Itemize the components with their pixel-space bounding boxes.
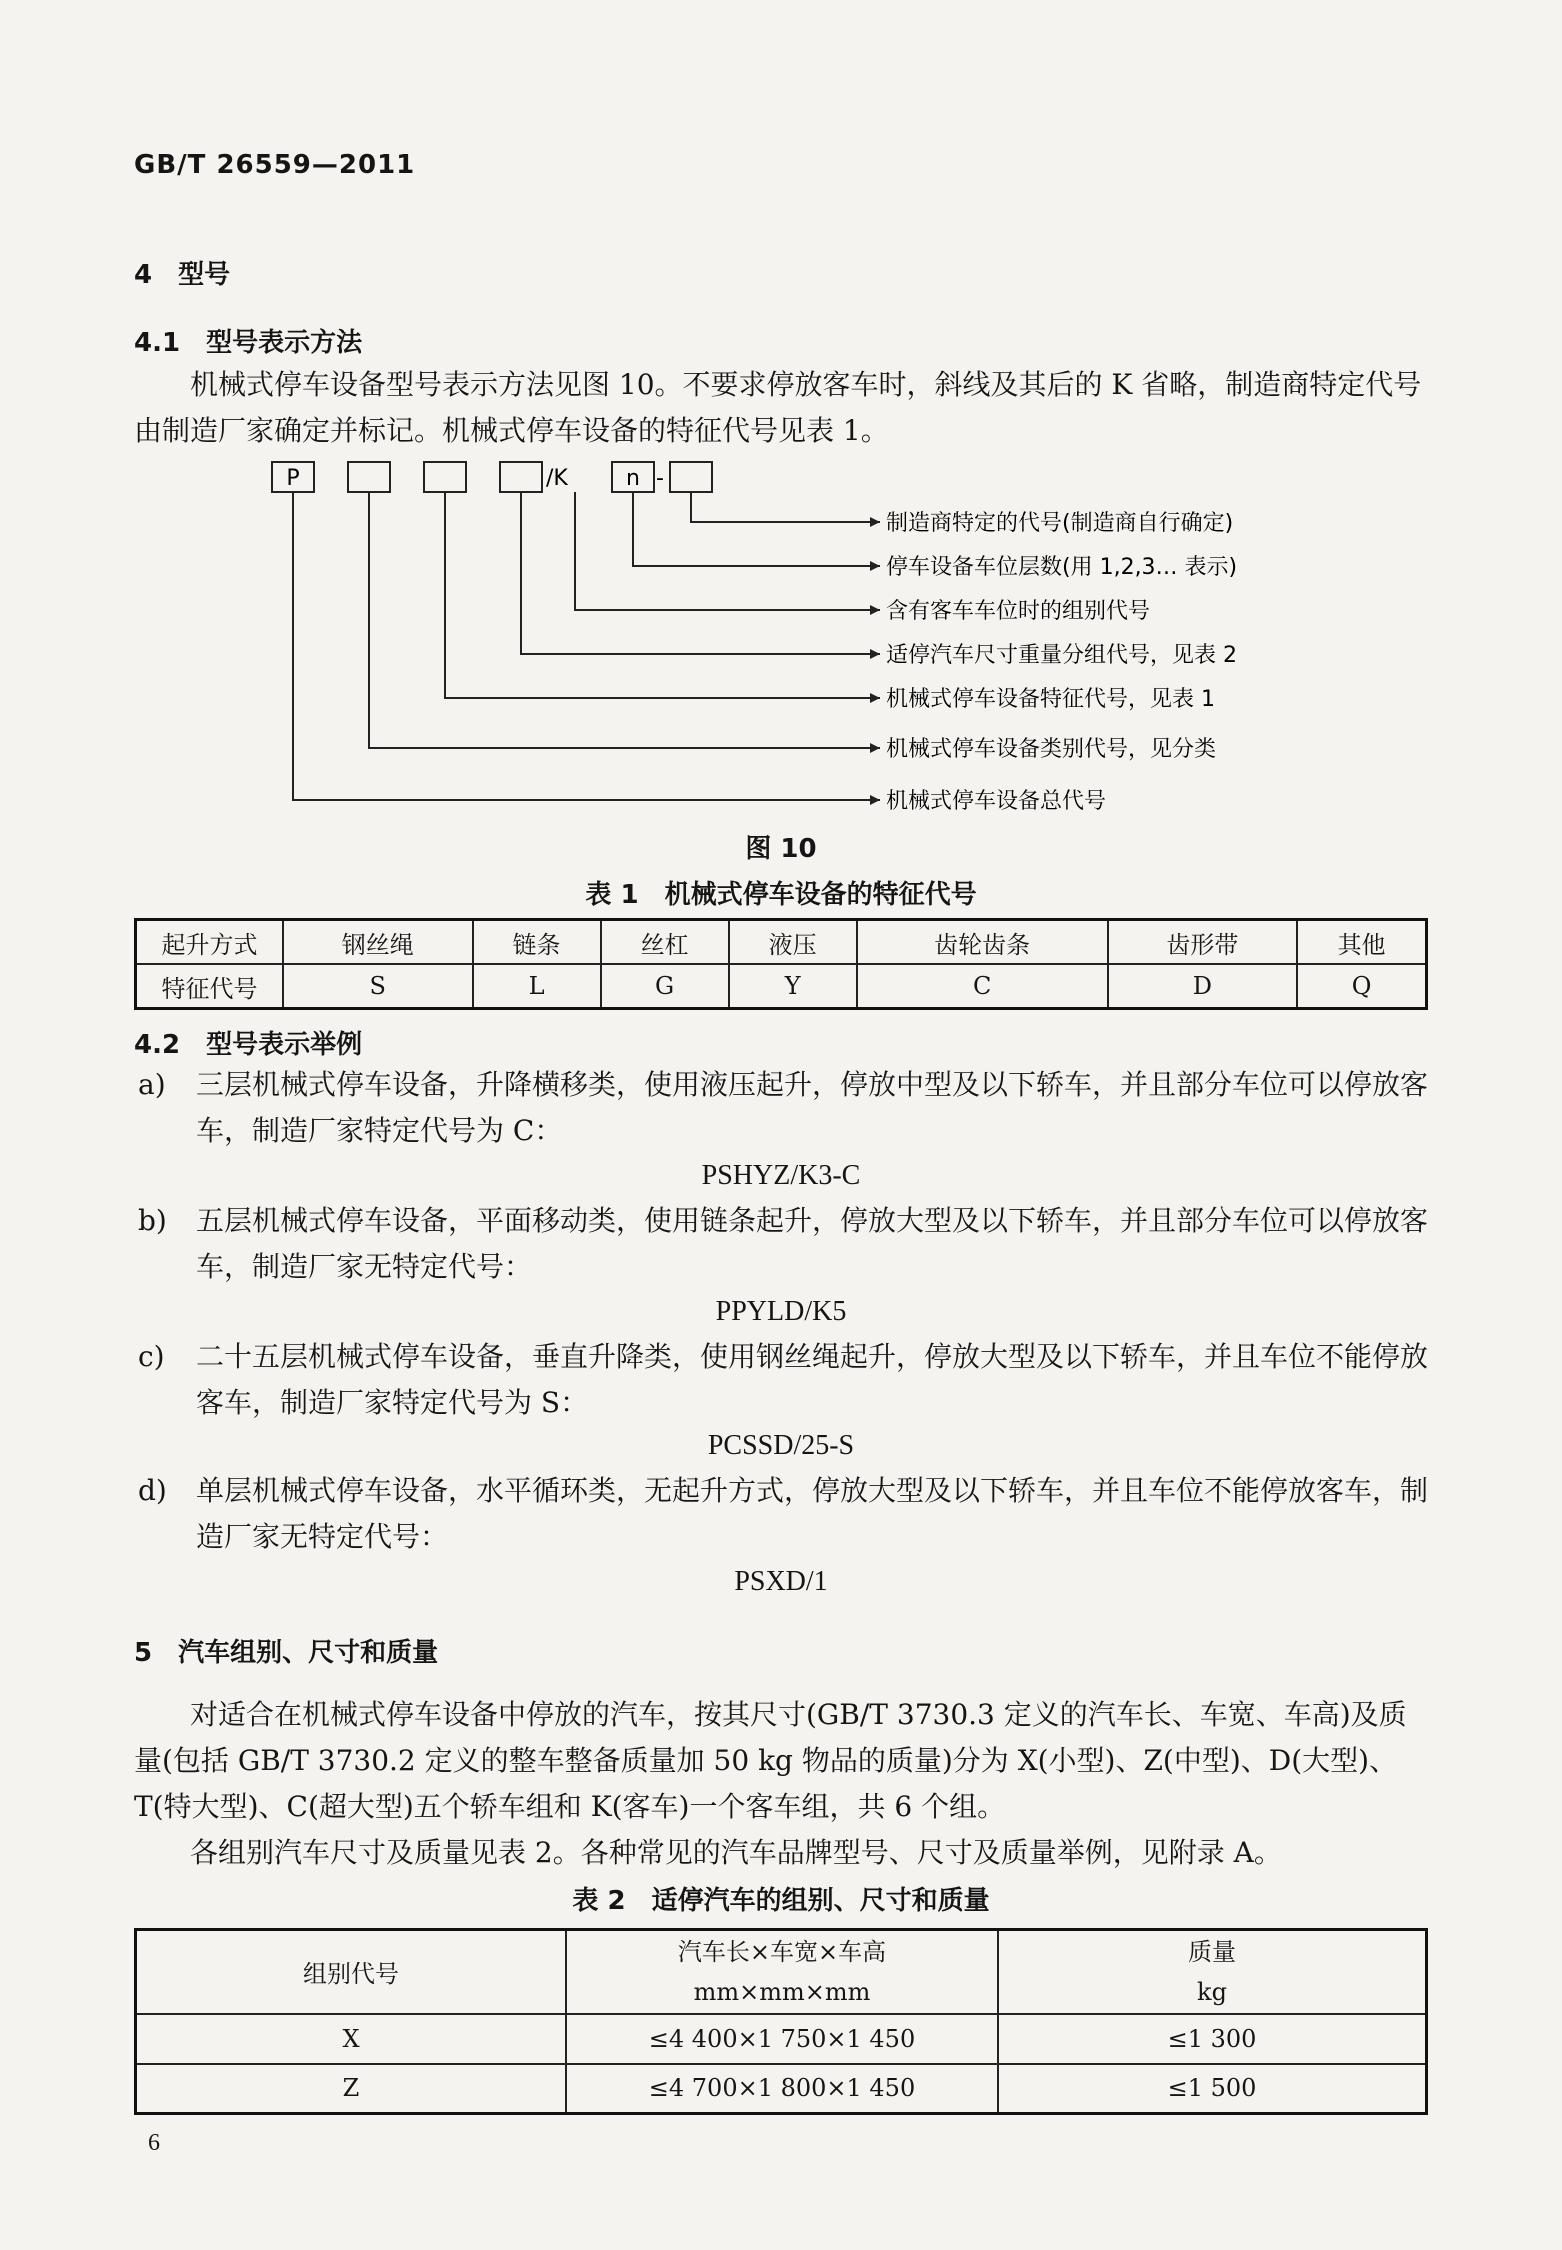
table-cell: D	[1108, 964, 1298, 1009]
box-category	[348, 462, 390, 492]
label-general-code: 机械式停车设备总代号	[886, 789, 1107, 814]
table-cell: 起升方式	[136, 920, 284, 965]
table-header-row	[136, 1930, 1427, 2014]
item-text: 五层机械式停车设备，平面移动类，使用链条起升，停放大型及以下轿车，并且部分车位可以停放客车，制造厂家无特定代号：	[196, 1204, 1429, 1283]
header-unit: kg	[1197, 1977, 1227, 2006]
label-maker-code: 制造商特定的代号(制造商自行确定)	[886, 511, 1234, 536]
header-line: 质量	[1188, 1937, 1236, 1966]
box-p-text: P	[286, 466, 300, 491]
model-code-a: PSHYZ/K3-C	[701, 1160, 861, 1191]
item-text: 二十五层机械式停车设备，垂直升降类，使用钢丝绳起升，停放大型及以下轿车，并且车位不能停放客车，制造厂家特定代号为 S：	[196, 1340, 1429, 1419]
table-cell: ≤1 300	[998, 2014, 1427, 2064]
section-number: 4.2	[134, 1030, 181, 1060]
paragraph-4-1: 机械式停车设备型号表示方法见图 10。不要求停放客车时，斜线及其后的 K 省略，制造商特定代号由制造厂家确定并标记。机械式停车设备的特征代号见表 1。	[134, 368, 1422, 447]
example-item-d	[138, 1468, 1429, 1560]
table-cell: 链条	[473, 920, 601, 965]
label-size-group: 适停汽车尺寸重量分组代号，见表 2	[886, 643, 1237, 668]
model-notation-diagram	[0, 0, 1562, 830]
item-label: a)	[138, 1068, 166, 1101]
table-cell: ≤4 400×1 750×1 450	[566, 2014, 998, 2064]
table-cell: 齿轮齿条	[857, 920, 1108, 965]
label-bus-group: 含有客车车位时的组别代号	[886, 599, 1151, 624]
section-title: 型号	[178, 260, 231, 290]
example-item-b	[138, 1198, 1429, 1290]
feature-code-table	[134, 918, 1428, 1010]
table-cell: 其他	[1297, 920, 1426, 965]
label-category-code: 机械式停车设备类别代号，见分类	[886, 737, 1217, 762]
paragraph-5-1: 对适合在机械式停车设备中停放的汽车，按其尺寸(GB/T 3730.3 定义的汽车长、车宽、车高)及质量(包括 GB/T 3730.2 定义的整车整备质量加 50 kg 物品的质量)分为 X(小型)、Z(中型)、D(大型)、T(特大型)、C(超大型)五个轿车组和 K(客车)一个客车组，共 6 个组。	[134, 1698, 1407, 1823]
example-item-a	[138, 1062, 1429, 1154]
table-cell: 齿形带	[1108, 920, 1298, 965]
section-number: 4.1	[134, 328, 181, 358]
table-row	[136, 964, 1427, 1009]
section-4-2-heading	[134, 1024, 362, 1061]
model-code-c: PCSSD/25-S	[707, 1430, 855, 1461]
item-text: 三层机械式停车设备，升降横移类，使用液压起升，停放中型及以下轿车，并且部分车位可以停放客车，制造厂家特定代号为 C：	[196, 1068, 1429, 1147]
section-number: 5	[134, 1638, 153, 1668]
item-label: c)	[138, 1340, 165, 1373]
table-cell: L	[473, 964, 601, 1009]
table-2-caption: 表 2 适停汽车的组别、尺寸和质量	[572, 1886, 990, 1916]
table-1-caption: 表 1 机械式停车设备的特征代号	[585, 880, 977, 910]
table-cell: 丝杠	[601, 920, 729, 965]
column-header-size	[566, 1930, 998, 2014]
paragraph-5-2: 各组别汽车尺寸及质量见表 2。各种常见的汽车品牌型号、尺寸及质量举例，见附录 A。	[190, 1836, 1282, 1869]
item-label: b)	[138, 1204, 167, 1237]
table-row	[136, 2064, 1427, 2114]
section-number: 4	[134, 260, 153, 290]
column-header-group: 组别代号	[136, 1930, 567, 2014]
page-number: 6	[148, 2130, 160, 2156]
table-row	[136, 920, 1427, 965]
column-header-mass	[998, 1930, 1427, 2014]
label-floor-count: 停车设备车位层数(用 1,2,3… 表示)	[886, 555, 1238, 580]
vehicle-group-table	[134, 1928, 1428, 2115]
example-item-c	[138, 1334, 1429, 1426]
standard-number: GB/T 26559—2011	[134, 150, 416, 180]
item-text: 单层机械式停车设备，水平循环类，无起升方式，停放大型及以下轿车，并且车位不能停放客车，制造厂家无特定代号：	[196, 1474, 1429, 1553]
section-title: 型号表示方法	[206, 328, 363, 358]
header-line: 汽车长×车宽×车高	[677, 1937, 887, 1966]
box-feature	[424, 462, 466, 492]
table-cell: 液压	[729, 920, 857, 965]
model-code-d: PSXD/1	[734, 1566, 828, 1597]
box-maker	[670, 462, 712, 492]
table-cell: Y	[729, 964, 857, 1009]
box-size-group	[500, 462, 542, 492]
model-code-b: PPYLD/K5	[715, 1296, 847, 1327]
table-cell: Q	[1297, 964, 1426, 1009]
item-label: d)	[138, 1474, 167, 1507]
header-unit: mm×mm×mm	[693, 1977, 871, 2006]
table-cell: ≤1 500	[998, 2064, 1427, 2114]
figure-caption: 图 10	[745, 834, 817, 864]
box-n-text: n	[626, 466, 640, 491]
table-row	[136, 2014, 1427, 2064]
table-cell: ≤4 700×1 800×1 450	[566, 2064, 998, 2114]
slash-k-text: /K	[546, 466, 568, 491]
dash-text: -	[656, 466, 664, 491]
table-cell: C	[857, 964, 1108, 1009]
section-title: 汽车组别、尺寸和质量	[178, 1638, 439, 1668]
table-cell: Z	[136, 2064, 567, 2114]
table-cell: 钢丝绳	[283, 920, 473, 965]
table-cell: S	[283, 964, 473, 1009]
table-cell: X	[136, 2014, 567, 2064]
label-feature-code: 机械式停车设备特征代号，见表 1	[886, 687, 1215, 712]
table-cell: 特征代号	[136, 964, 284, 1009]
table-cell: G	[601, 964, 729, 1009]
section-5-heading	[134, 1632, 438, 1669]
section-title: 型号表示举例	[206, 1030, 363, 1060]
